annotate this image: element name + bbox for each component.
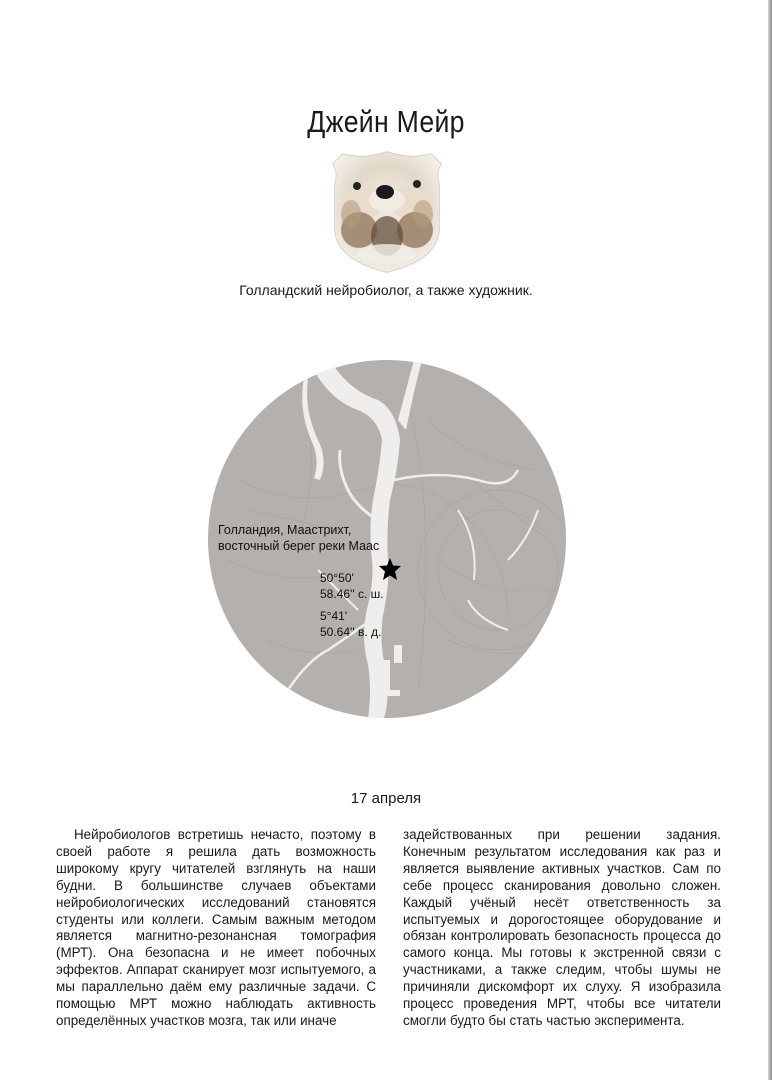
lat-line-1: 50°50' xyxy=(320,571,354,585)
longitude-label xyxy=(320,608,381,640)
lon-line-1: 5°41' xyxy=(320,609,348,623)
place-line-2: восточный берег реки Маас xyxy=(218,539,380,553)
article-column-right: задействованных при решении задания. Конечным результатом исследования как раз и является выявление активных участков. Сам по себе процесс сканирования довольно сложен. Каждый учёный несёт ответственность за испытуемых и дорогостоящее оборудование и обязан контролировать безопасность процесса до самого конца. Мы готовы к экстренной связи с участниками, а также следим, чтобы шумы не причиняли дискомфорт их слуху. Я изобразила процесс проведения МРТ, чтобы все читатели смогли будто бы стать частью эксперимента. xyxy=(403,827,721,1028)
page-title: Джейн Мейр xyxy=(307,104,465,139)
lat-line-2: 58.46'' с. ш. xyxy=(320,587,384,601)
lon-line-2: 50.64'' в. д. xyxy=(320,625,382,639)
portrait-badge xyxy=(329,150,445,274)
latitude-label xyxy=(320,570,384,602)
article-column-left: Нейробиологов встретишь нечасто, поэтому в своей работе я решила дать возможность широкому кругу читателей взглянуть на наши будни. В большинстве случаев объектами нейробиологических исследований становятся студенты или коллеги. Самым важным методом является магнитно-резонансная томография (МРТ). Она безопасна и не имеет побочных эффектов. Аппарат сканирует мозг испытуемого, а мы параллельно даём ему различные задачи. С помощью МРТ можно наблюдать активность определённых участков мозга, так или иначе xyxy=(56,827,376,1028)
map-place-label xyxy=(218,522,379,554)
page-subtitle: Голландский нейробиолог, а также художник. xyxy=(239,282,533,298)
place-line-1: Голландия, Маастрихт, xyxy=(218,523,352,537)
page-edge xyxy=(768,0,772,1080)
article-date: 17 апреля xyxy=(350,790,422,807)
